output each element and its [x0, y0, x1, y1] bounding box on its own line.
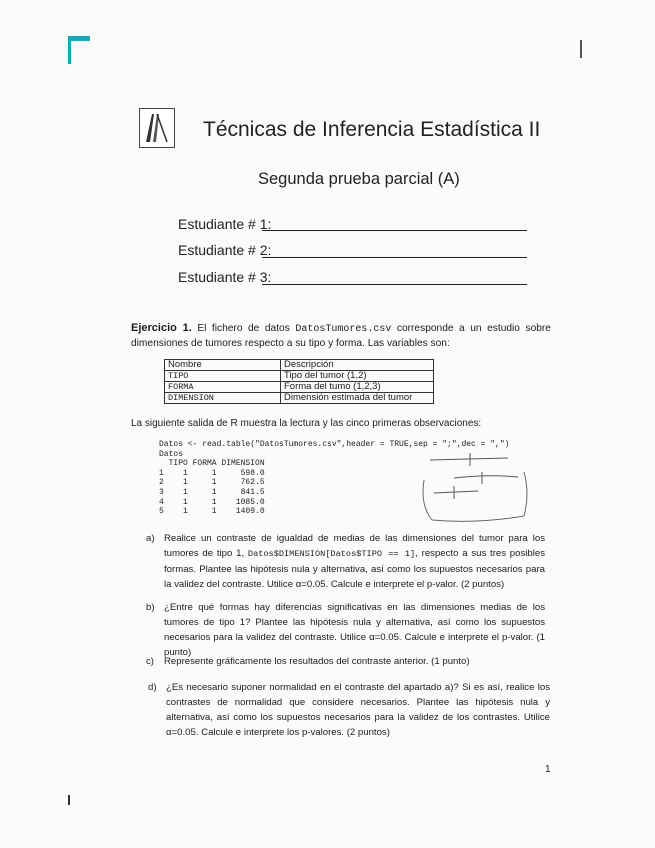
- question-d: d) ¿Es necesario suponer normalidad en el contraste del apartado a)? Si es así, realice los contrastes de normalidad que considere necesarios. Plantee las hipótesis nula y alternativa, así como los supuestos necesarios para la validez de los contrastes. Utilice α=0.05. Calcule e interprete los p-valores. (2 puntos): [148, 682, 550, 738]
- table-header-cell: Nombre: [165, 360, 281, 371]
- table-cell: Forma del tumo (1,2,3): [281, 382, 434, 393]
- exercise-statement: Ejercicio 1. El fichero de datos DatosTumores.csv corresponde a un estudio sobre dimensiones de tumores respecto a su tipo y forma. Las variables son:: [131, 322, 551, 349]
- table-cell: Dimensión estimada del tumor: [281, 393, 434, 404]
- student-3-label: Estudiante # 3:: [178, 269, 272, 285]
- question-label: a): [146, 533, 155, 544]
- table-cell: Tipo del tumor (1,2): [281, 371, 434, 382]
- table-cell: FORMA: [165, 382, 281, 393]
- course-title: Técnicas de Inferencia Estadística II: [203, 118, 541, 141]
- student-2-field[interactable]: [262, 257, 527, 258]
- r-output-intro: La siguiente salida de R muestra la lectura y las cinco primeras observaciones:: [131, 418, 482, 429]
- table-header-row: [165, 360, 434, 371]
- table-cell: TIPO: [165, 371, 281, 382]
- variables-table: [164, 359, 434, 404]
- table-header-cell: Descripción: [281, 360, 434, 371]
- page-number: 1: [545, 764, 551, 775]
- student-1-label: Estudiante # 1:: [178, 216, 272, 232]
- question-a: a) Realice un contraste de igualdad de medias de las dimensiones del tumor para los tumores de tipo 1, Datos$DIMENSION[Datos$TIPO == 1], respecto a sus tres posibles formas. Plantee las hipótesis nula y alternativa, así como los supuestos necesarios para la validez del contraste. Utilice α=0.05. Calcule e interprete el p-valor. (2 puntos): [146, 533, 546, 590]
- exam-title: Segunda prueba parcial (A): [258, 170, 460, 188]
- question-label: b): [146, 602, 155, 613]
- table-row: [165, 371, 434, 382]
- university-logo: [139, 108, 175, 148]
- inline-code: Datos$DIMENSION[Datos$TIPO == 1]: [247, 549, 416, 559]
- table-cell: DIMENSION: [165, 393, 281, 404]
- question-b: b) ¿Entre qué formas hay diferencias significativas en las dimensiones medias de los tumores de tipo 1? Plantee las hipótesis nula y alternativa, así como los supuestos necesarios para la validez del contraste. Utilice α=0.05. Calcule e interprete el p-valor. (1 punto): [146, 602, 545, 658]
- r-output-block: Datos <- read.table("DatosTumores.csv",header = TRUE,sep = ";",dec = ",") Datos TIPO FORMA DIMENSION 1 1 1 598.0 2 1 1 762.5 3 1 1 841.5 4 1 1 1085.0 5 1 1 1409.0: [159, 440, 510, 517]
- student-2-label: Estudiante # 2:: [178, 242, 272, 258]
- table-row: [165, 393, 434, 404]
- exercise-heading: Ejercicio 1.: [131, 322, 192, 334]
- question-c: c) Represente gráficamente los resultados del contraste anterior. (1 punto): [146, 656, 470, 667]
- hand-drawn-boxplot-sketch: [418, 450, 553, 525]
- scan-corner-mark: [68, 36, 90, 64]
- scan-edge-mark: [580, 40, 582, 58]
- scan-edge-tick: [68, 795, 70, 805]
- student-1-field[interactable]: [262, 230, 527, 231]
- student-3-field[interactable]: [262, 284, 527, 285]
- question-label: c): [146, 656, 154, 667]
- table-row: [165, 382, 434, 393]
- file-name: DatosTumores.csv: [295, 324, 392, 335]
- question-label: d): [148, 682, 157, 693]
